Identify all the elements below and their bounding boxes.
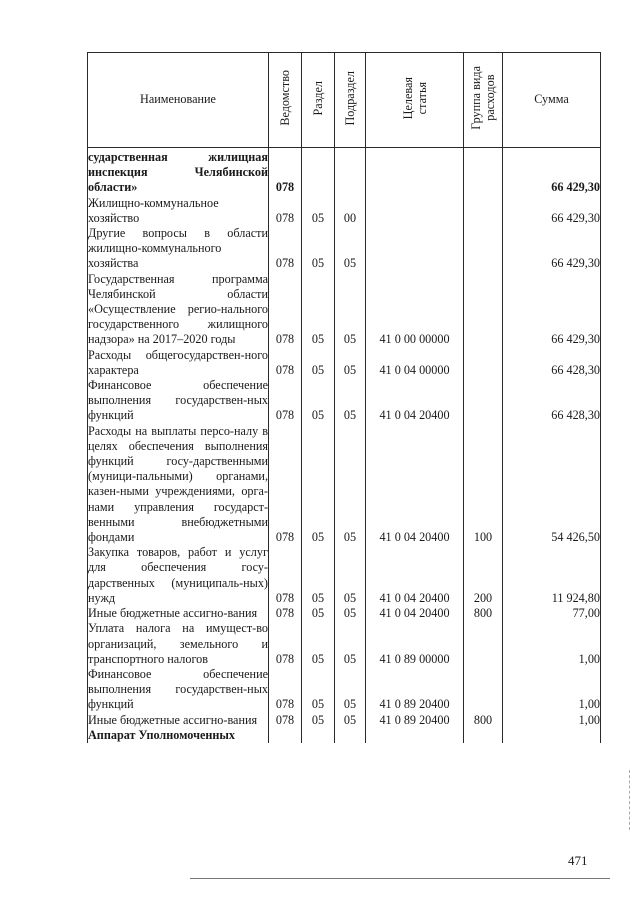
cell-target-article: 41 0 89 20400 — [366, 713, 464, 728]
cell-name: Уплата налога на имущест-во организаций, земельного и транспортного налогов — [88, 621, 268, 666]
header-section: Раздел — [302, 53, 335, 148]
cell-subsection: 05 — [335, 713, 366, 728]
cell-section: 05 — [302, 545, 335, 606]
margin-scan-mark — [629, 770, 630, 830]
cell-expense-group: 200 — [464, 545, 503, 606]
cell-target-article — [366, 196, 464, 226]
cell-name: Жилищно-коммунальное хозяйство — [88, 196, 269, 226]
page-number: 471 — [568, 853, 588, 868]
cell-name: Государственная программа Челябинской области «Осуществление регио-нального государственного жилищного надзора» на 2017–2020 годы — [88, 271, 268, 347]
cell-expense-group — [464, 272, 503, 348]
cell-subsection: 05 — [335, 226, 366, 272]
cell-name: Иные бюджетные ассигно-вания — [88, 713, 269, 728]
table-header-row — [88, 53, 601, 148]
table-row — [88, 621, 601, 667]
cell-expense-group — [464, 728, 503, 743]
cell-section: 05 — [302, 606, 335, 621]
cell-section: 05 — [302, 378, 335, 424]
cell-subsection: 05 — [335, 348, 366, 378]
cell-section: 05 — [302, 272, 335, 348]
cell-department: 078 — [269, 606, 302, 621]
cell-name: Закупка товаров, работ и услуг для обеспечения госу-дарственных (муниципаль-ных) нужд — [88, 545, 268, 605]
cell-department: 078 — [269, 424, 302, 546]
cell-target-article: 41 0 04 00000 — [366, 348, 464, 378]
cell-sum: 54 426,50 — [503, 424, 601, 546]
cell-target-article: 41 0 04 20400 — [366, 424, 464, 546]
table-row — [88, 148, 601, 196]
cell-name: Расходы общегосударствен-ного характера — [88, 347, 268, 377]
cell-target-article: 41 0 89 00000 — [366, 621, 464, 667]
table-row — [88, 226, 601, 272]
cell-expense-group — [464, 667, 503, 713]
cell-sum: 66 428,30 — [503, 378, 601, 424]
cell-section — [302, 728, 335, 743]
table-row — [88, 667, 601, 713]
cell-name: сударственная жилищная инспекция Челябинской области» — [88, 148, 269, 196]
cell-name: Финансовое обеспечение выполнения государствен-ных функций — [88, 378, 268, 423]
cell-target-article — [366, 728, 464, 743]
table-row — [88, 348, 601, 378]
cell-expense-group: 100 — [464, 424, 503, 546]
cell-subsection: 05 — [335, 545, 366, 606]
table-row — [88, 378, 601, 424]
cell-subsection: 05 — [335, 424, 366, 546]
cell-department: 078 — [269, 378, 302, 424]
cell-expense-group — [464, 148, 503, 196]
cell-department: 078 — [269, 621, 302, 667]
table-row — [88, 713, 601, 728]
cell-expense-group — [464, 196, 503, 226]
cell-subsection — [335, 728, 366, 743]
cell-name: Аппарат Уполномоченных — [88, 728, 269, 743]
cell-section: 05 — [302, 621, 335, 667]
header-department: Ведомство — [269, 53, 302, 148]
table-row — [88, 196, 601, 226]
table-row — [88, 545, 601, 606]
cell-target-article — [366, 148, 464, 196]
table-row — [88, 728, 601, 743]
cell-expense-group: 800 — [464, 713, 503, 728]
cell-section: 05 — [302, 424, 335, 546]
cell-expense-group — [464, 621, 503, 667]
cell-section: 05 — [302, 713, 335, 728]
cell-department: 078 — [269, 667, 302, 713]
cell-target-article: 41 0 00 00000 — [366, 272, 464, 348]
cell-subsection: 05 — [335, 667, 366, 713]
cell-department: 078 — [269, 272, 302, 348]
cell-section: 05 — [302, 226, 335, 272]
cell-target-article: 41 0 89 20400 — [366, 667, 464, 713]
table-row — [88, 606, 601, 621]
cell-sum: 1,00 — [503, 621, 601, 667]
cell-section: 05 — [302, 196, 335, 226]
cell-sum: 1,00 — [503, 667, 601, 713]
cell-sum: 66 429,30 — [503, 226, 601, 272]
cell-name: Расходы на выплаты персо-налу в целях обеспечения выполнения функций госу-дарственными (муници-пальными) органами, казен-ными учреждениями, орга-нами управления государст-венными внебюджетными фондами — [88, 423, 268, 545]
cell-expense-group — [464, 226, 503, 272]
cell-target-article: 41 0 04 20400 — [366, 378, 464, 424]
cell-sum: 66 429,30 — [503, 196, 601, 226]
header-sum: Сумма — [503, 53, 601, 148]
cell-sum: 66 429,30 — [503, 272, 601, 348]
cell-department: 078 — [269, 226, 302, 272]
cell-subsection — [335, 148, 366, 196]
header-expense-group: Группа вида расходов — [464, 53, 503, 148]
cell-name: Другие вопросы в области жилищно-коммунального хозяйства — [88, 226, 268, 271]
cell-subsection: 05 — [335, 272, 366, 348]
cell-subsection: 05 — [335, 378, 366, 424]
cell-department: 078 — [269, 545, 302, 606]
budget-table — [87, 52, 601, 743]
footer-rule — [190, 878, 610, 879]
header-target-article: Целевая статья — [366, 53, 464, 148]
cell-expense-group — [464, 348, 503, 378]
cell-section: 05 — [302, 348, 335, 378]
cell-sum: 11 924,80 — [503, 545, 601, 606]
cell-target-article: 41 0 04 20400 — [366, 606, 464, 621]
cell-department: 078 — [269, 348, 302, 378]
cell-expense-group — [464, 378, 503, 424]
header-name: Наименование — [88, 53, 269, 148]
table-body — [88, 148, 601, 743]
cell-department: 078 — [269, 148, 302, 196]
cell-name: Иные бюджетные ассигно-вания — [88, 606, 269, 621]
cell-section: 05 — [302, 667, 335, 713]
cell-department: 078 — [269, 713, 302, 728]
cell-sum: 66 428,30 — [503, 348, 601, 378]
table-row — [88, 272, 601, 348]
cell-subsection: 00 — [335, 196, 366, 226]
cell-sum: 77,00 — [503, 606, 601, 621]
cell-department — [269, 728, 302, 743]
header-subsection: Подраздел — [335, 53, 366, 148]
cell-department: 078 — [269, 196, 302, 226]
cell-subsection: 05 — [335, 621, 366, 667]
cell-section — [302, 148, 335, 196]
cell-expense-group: 800 — [464, 606, 503, 621]
cell-subsection: 05 — [335, 606, 366, 621]
cell-sum — [503, 728, 601, 743]
cell-target-article: 41 0 04 20400 — [366, 545, 464, 606]
table-row — [88, 424, 601, 546]
cell-name: Финансовое обеспечение выполнения государствен-ных функций — [88, 666, 268, 712]
cell-target-article — [366, 226, 464, 272]
cell-sum: 1,00 — [503, 713, 601, 728]
cell-sum: 66 429,30 — [503, 148, 601, 196]
